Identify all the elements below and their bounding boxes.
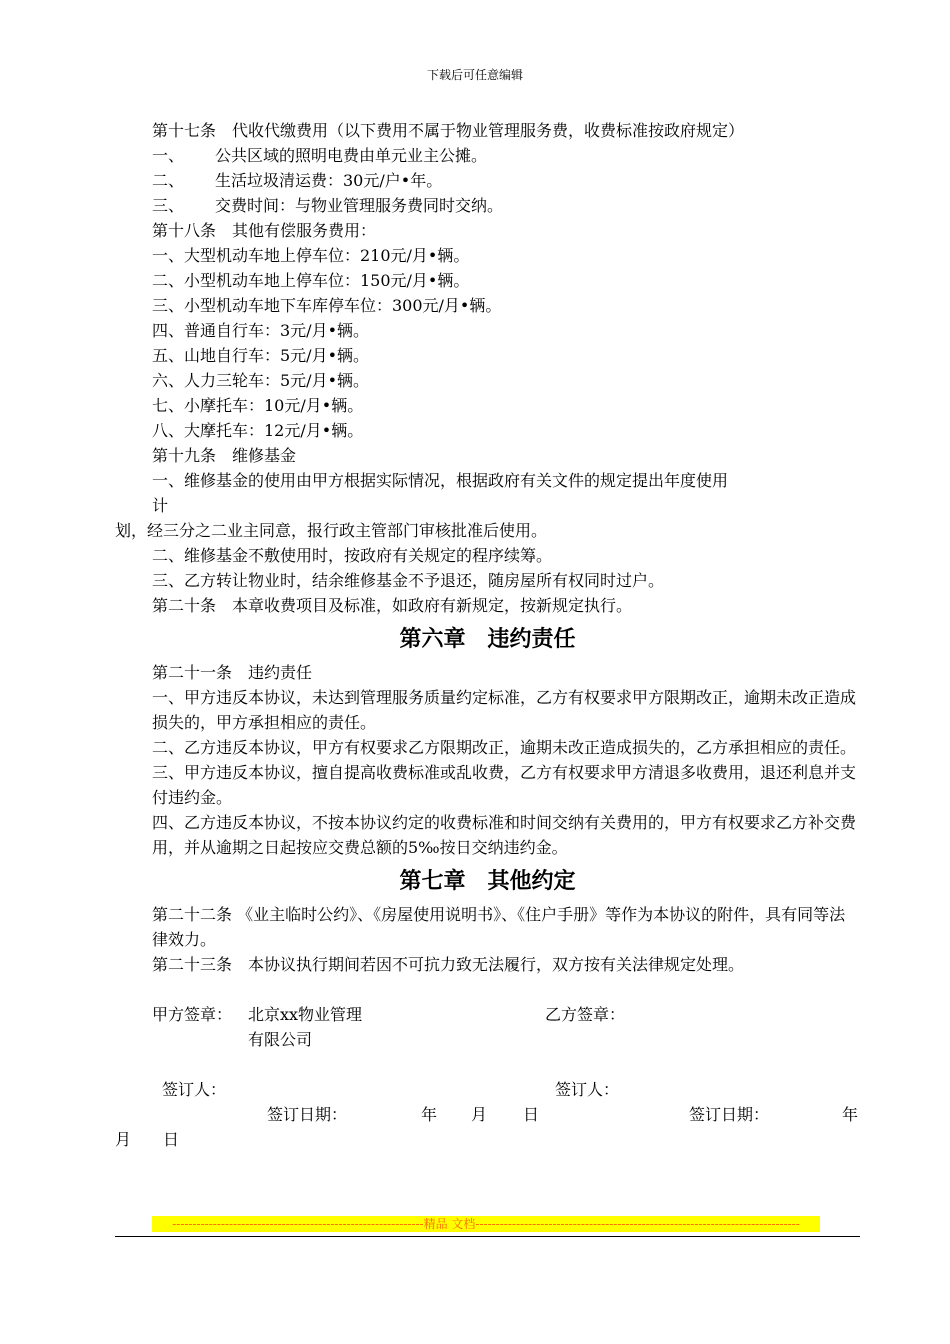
signer-a-label: 签订人：	[162, 1080, 227, 1099]
signer-b-label: 签订人：	[555, 1080, 620, 1099]
article-21-para-4: 四、乙方违反本协议，不按本协议约定的收费标准和时间交纳有关费用的，甲方有权要求乙方补交费用，并从逾期之日起按应交费总额的5‰按日交纳违约金。	[152, 813, 857, 857]
chapter-7-heading: 第七章 其他约定	[399, 869, 576, 894]
footer-banner: --------------------------------------------------------------精品 文档--------------------------------------------------------------------------------	[152, 1216, 820, 1232]
article-18-item-8: 八、大摩托车：12元/月•辆。	[152, 421, 364, 440]
date-a-year: 年	[421, 1105, 438, 1124]
article-18-item-3: 三、小型机动车地下车库停车位：300元/月•辆。	[152, 296, 502, 315]
article-18-item-4: 四、普通自行车：3元/月•辆。	[152, 321, 370, 340]
date-row	[115, 1102, 860, 1127]
date-a-day: 日	[523, 1105, 540, 1124]
article-19-item-1b: 计	[152, 496, 169, 515]
article-19-item-1c: 划，经三分之二业主同意，报行政主管部门审核批准后使用。	[115, 521, 548, 540]
article-21-title: 第二十一条 违约责任	[152, 663, 313, 682]
article-19-title: 第十九条 维修基金	[152, 446, 297, 465]
article-18-title: 第十八条 其他有偿服务费用：	[152, 221, 377, 240]
article-17-item-1: 一、 公共区域的照明电费由单元业主公摊。	[152, 146, 488, 165]
document-body	[115, 118, 860, 1152]
date-b-label: 签订日期：	[689, 1105, 770, 1124]
article-18-item-1: 一、大型机动车地上停车位：210元/月•辆。	[152, 246, 470, 265]
date-b-month: 月	[115, 1130, 132, 1149]
date-a-label: 签订日期：	[267, 1105, 348, 1124]
party-a-name-line-1: 北京xx物业管理	[248, 1005, 363, 1024]
article-21-para-1: 一、甲方违反本协议，未达到管理服务质量约定标准，乙方有权要求甲方限期改正，逾期未改正造成损失的，甲方承担相应的责任。	[152, 688, 857, 732]
article-18-item-5: 五、山地自行车：5元/月•辆。	[152, 346, 370, 365]
article-17-item-2: 二、 生活垃圾清运费：30元/户•年。	[152, 171, 443, 190]
article-17-title: 第十七条 代收代缴费用（以下费用不属于物业管理服务费，收费标准按政府规定）	[152, 121, 745, 140]
article-19-item-1a: 一、维修基金的使用由甲方根据实际情况，根据政府有关文件的规定提出年度使用	[152, 471, 729, 490]
party-b-label: 乙方签章：	[545, 1005, 626, 1024]
article-18-item-6: 六、人力三轮车：5元/月•辆。	[152, 371, 370, 390]
article-22: 第二十二条 《业主临时公约》、《房屋使用说明书》、《住户手册》等作为本协议的附件，具有同等法律效力。	[152, 905, 846, 949]
article-23: 第二十三条 本协议执行期间若因不可抗力致无法履行，双方按有关法律规定处理。	[152, 955, 745, 974]
footer-rule	[115, 1236, 860, 1237]
chapter-6-heading: 第六章 违约责任	[399, 627, 576, 652]
article-21-para-3: 三、甲方违反本协议，擅自提高收费标准或乱收费，乙方有权要求甲方清退多收费用，退还利息并支付违约金。	[152, 763, 857, 807]
party-a-label: 甲方签章：	[152, 1005, 233, 1024]
article-19-item-2: 二、维修基金不敷使用时，按政府有关规定的程序续筹。	[152, 546, 553, 565]
date-row-continued	[115, 1127, 860, 1152]
date-a-month: 月	[471, 1105, 488, 1124]
party-a-name-line-2: 有限公司	[248, 1030, 313, 1049]
date-b-year: 年	[842, 1105, 859, 1124]
article-19-item-3: 三、乙方转让物业时，结余维修基金不予退还，随房屋所有权同时过户。	[152, 571, 665, 590]
signature-row-2	[115, 1027, 860, 1052]
date-b-day: 日	[163, 1130, 180, 1149]
article-20: 第二十条 本章收费项目及标准，如政府有新规定，按新规定执行。	[152, 596, 633, 615]
signature-row-1	[115, 1002, 860, 1027]
article-18-item-2: 二、小型机动车地上停车位：150元/月•辆。	[152, 271, 470, 290]
page-header: 下载后可任意编辑	[426, 68, 523, 82]
article-18-item-7: 七、小摩托车：10元/月•辆。	[152, 396, 364, 415]
article-21-para-2: 二、乙方违反本协议，甲方有权要求乙方限期改正，逾期未改正造成损失的，乙方承担相应的责任。	[152, 738, 857, 757]
article-17-item-3: 三、 交费时间：与物业管理服务费同时交纳。	[152, 196, 504, 215]
signer-row	[115, 1077, 860, 1102]
